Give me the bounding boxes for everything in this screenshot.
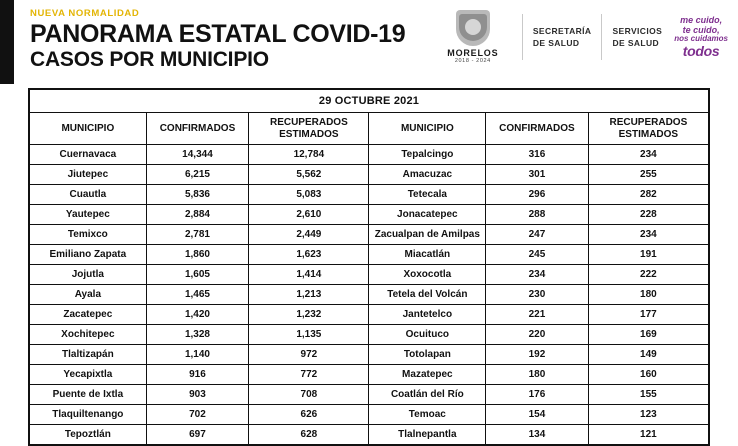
table-row — [30, 305, 709, 325]
morelos-state-shield-icon — [456, 10, 490, 46]
cell-municipio: Yautepec — [30, 205, 147, 225]
table-row — [30, 425, 709, 445]
cell-recuperados: 1,623 — [249, 245, 369, 265]
org-secretaria-salud — [533, 25, 592, 50]
cell-municipio: Tetela del Volcán — [369, 285, 486, 305]
cell-confirmados: 301 — [486, 165, 589, 185]
table-row — [30, 285, 709, 305]
cell-recuperados: 1,135 — [249, 325, 369, 345]
cell-confirmados: 6,215 — [146, 165, 249, 185]
header-confirmados-right: CONFIRMADOS — [486, 113, 589, 145]
table-date-row — [30, 90, 709, 113]
cell-confirmados: 247 — [486, 225, 589, 245]
table-row — [30, 265, 709, 285]
table-row — [30, 165, 709, 185]
org-secretaria-line1: SECRETARÍA — [532, 25, 592, 36]
cases-by-municipality-table — [29, 89, 709, 445]
cell-recuperados: 222 — [588, 265, 708, 285]
cell-municipio: Tetecala — [369, 185, 486, 205]
divider-2 — [601, 14, 602, 60]
table-row — [30, 205, 709, 225]
cell-municipio: Jojutla — [30, 265, 147, 285]
cell-confirmados: 1,465 — [146, 285, 249, 305]
cell-recuperados: 708 — [249, 385, 369, 405]
eyebrow-label: NUEVA NORMALIDAD — [30, 8, 140, 19]
cell-municipio: Amacuzac — [369, 165, 486, 185]
campaign-logo — [674, 15, 728, 60]
cell-recuperados: 628 — [249, 425, 369, 445]
cell-municipio: Xochitepec — [30, 325, 147, 345]
cell-recuperados: 2,449 — [249, 225, 369, 245]
cell-confirmados: 916 — [146, 365, 249, 385]
cell-recuperados: 626 — [249, 405, 369, 425]
cell-municipio: Miacatlán — [369, 245, 486, 265]
cell-recuperados: 191 — [588, 245, 708, 265]
cell-confirmados: 1,860 — [146, 245, 249, 265]
header-municipio-left: MUNICIPIO — [30, 113, 147, 145]
table-row — [30, 325, 709, 345]
cell-municipio: Xoxocotla — [369, 265, 486, 285]
cell-municipio: Jonacatepec — [369, 205, 486, 225]
header-recuperados-left-l1: RECUPERADOS — [269, 117, 348, 128]
cell-municipio: Tepoztlán — [30, 425, 147, 445]
cell-confirmados: 903 — [146, 385, 249, 405]
cell-recuperados: 255 — [588, 165, 708, 185]
cell-recuperados: 169 — [588, 325, 708, 345]
org-secretaria-line2: DE SALUD — [532, 38, 580, 48]
cell-recuperados: 155 — [588, 385, 708, 405]
cell-municipio: Zacatepec — [30, 305, 147, 325]
cell-recuperados: 160 — [588, 365, 708, 385]
header-accent-bar — [0, 0, 14, 84]
cell-municipio: Tepalcingo — [369, 145, 486, 165]
campaign-line2: te cuido, — [682, 24, 720, 35]
cell-municipio: Tlaquiltenango — [30, 405, 147, 425]
header-municipio-right: MUNICIPIO — [369, 113, 486, 145]
cell-confirmados: 234 — [486, 265, 589, 285]
cell-recuperados: 228 — [588, 205, 708, 225]
cell-recuperados: 149 — [588, 345, 708, 365]
table-row — [30, 245, 709, 265]
header — [0, 0, 738, 84]
cell-recuperados: 121 — [588, 425, 708, 445]
emblem-years: 2018 - 2024 — [454, 58, 491, 64]
header-branding — [442, 0, 738, 74]
cell-recuperados: 1,213 — [249, 285, 369, 305]
cell-municipio: Puente de Ixtla — [30, 385, 147, 405]
cell-recuperados: 2,610 — [249, 205, 369, 225]
cell-confirmados: 702 — [146, 405, 249, 425]
table-row — [30, 405, 709, 425]
cell-municipio: Tlaltizapán — [30, 345, 147, 365]
org-servicios-salud — [612, 25, 662, 50]
cell-municipio: Coatlán del Río — [369, 385, 486, 405]
cell-confirmados: 230 — [486, 285, 589, 305]
campaign-line4: todos — [682, 42, 720, 59]
emblem-name: MORELOS — [447, 48, 499, 58]
cell-confirmados: 176 — [486, 385, 589, 405]
cell-municipio: Totolapan — [369, 345, 486, 365]
cell-municipio: Jiutepec — [30, 165, 147, 185]
divider-1 — [522, 14, 523, 60]
cell-recuperados: 234 — [588, 145, 708, 165]
cell-recuperados: 5,083 — [249, 185, 369, 205]
cell-confirmados: 1,140 — [146, 345, 249, 365]
cell-municipio: Temoac — [369, 405, 486, 425]
campaign-line3: nos cuidamos — [674, 33, 728, 43]
table-body — [30, 90, 709, 445]
cell-municipio: Cuautla — [30, 185, 147, 205]
header-recuperados-right-l1: RECUPERADOS — [609, 117, 688, 128]
cell-recuperados: 5,562 — [249, 165, 369, 185]
cell-municipio: Ayala — [30, 285, 147, 305]
table-row — [30, 385, 709, 405]
org-servicios-line2: DE SALUD — [612, 38, 660, 48]
cell-municipio: Ocuituco — [369, 325, 486, 345]
cell-confirmados: 1,328 — [146, 325, 249, 345]
cell-recuperados: 772 — [249, 365, 369, 385]
cell-confirmados: 220 — [486, 325, 589, 345]
cell-confirmados: 245 — [486, 245, 589, 265]
cell-confirmados: 1,420 — [146, 305, 249, 325]
header-confirmados-left: CONFIRMADOS — [146, 113, 249, 145]
cell-confirmados: 296 — [486, 185, 589, 205]
cell-recuperados: 1,232 — [249, 305, 369, 325]
page-subtitle: CASOS POR MUNICIPIO — [30, 48, 269, 72]
cases-table-container — [28, 88, 710, 446]
cell-confirmados: 697 — [146, 425, 249, 445]
cell-confirmados: 221 — [486, 305, 589, 325]
cell-recuperados: 1,414 — [249, 265, 369, 285]
report-date: 29 OCTUBRE 2021 — [30, 90, 709, 113]
campaign-line1: me cuido, — [680, 14, 723, 25]
cell-municipio: Mazatepec — [369, 365, 486, 385]
cell-confirmados: 14,344 — [146, 145, 249, 165]
cell-recuperados: 234 — [588, 225, 708, 245]
cell-confirmados: 180 — [486, 365, 589, 385]
cell-municipio: Yecapixtla — [30, 365, 147, 385]
cell-recuperados: 282 — [588, 185, 708, 205]
cell-municipio: Jantetelco — [369, 305, 486, 325]
cell-confirmados: 288 — [486, 205, 589, 225]
table-row — [30, 185, 709, 205]
cell-recuperados: 12,784 — [249, 145, 369, 165]
org-servicios-line1: SERVICIOS — [612, 25, 663, 36]
cell-recuperados: 177 — [588, 305, 708, 325]
title-block — [14, 0, 442, 72]
cell-confirmados: 316 — [486, 145, 589, 165]
cell-recuperados: 123 — [588, 405, 708, 425]
table-header-row — [30, 113, 709, 145]
header-recuperados-right-l2: ESTIMADOS — [618, 128, 679, 140]
cell-confirmados: 5,836 — [146, 185, 249, 205]
table-row — [30, 145, 709, 165]
cell-municipio: Emiliano Zapata — [30, 245, 147, 265]
header-recuperados-right — [588, 113, 708, 145]
cell-recuperados: 972 — [249, 345, 369, 365]
cell-municipio: Cuernavaca — [30, 145, 147, 165]
cell-municipio: Temixco — [30, 225, 147, 245]
table-row — [30, 345, 709, 365]
cell-confirmados: 134 — [486, 425, 589, 445]
cell-municipio: Tlalnepantla — [369, 425, 486, 445]
table-row — [30, 225, 709, 245]
cell-confirmados: 192 — [486, 345, 589, 365]
cell-municipio: Zacualpan de Amilpas — [369, 225, 486, 245]
cell-recuperados: 180 — [588, 285, 708, 305]
cell-confirmados: 2,781 — [146, 225, 249, 245]
cell-confirmados: 2,884 — [146, 205, 249, 225]
page-title: PANORAMA ESTATAL COVID-19 — [30, 20, 406, 48]
table-row — [30, 365, 709, 385]
cell-confirmados: 1,605 — [146, 265, 249, 285]
cell-confirmados: 154 — [486, 405, 589, 425]
header-recuperados-left — [249, 113, 369, 145]
header-recuperados-left-l2: ESTIMADOS — [279, 128, 339, 140]
morelos-emblem — [442, 4, 504, 70]
